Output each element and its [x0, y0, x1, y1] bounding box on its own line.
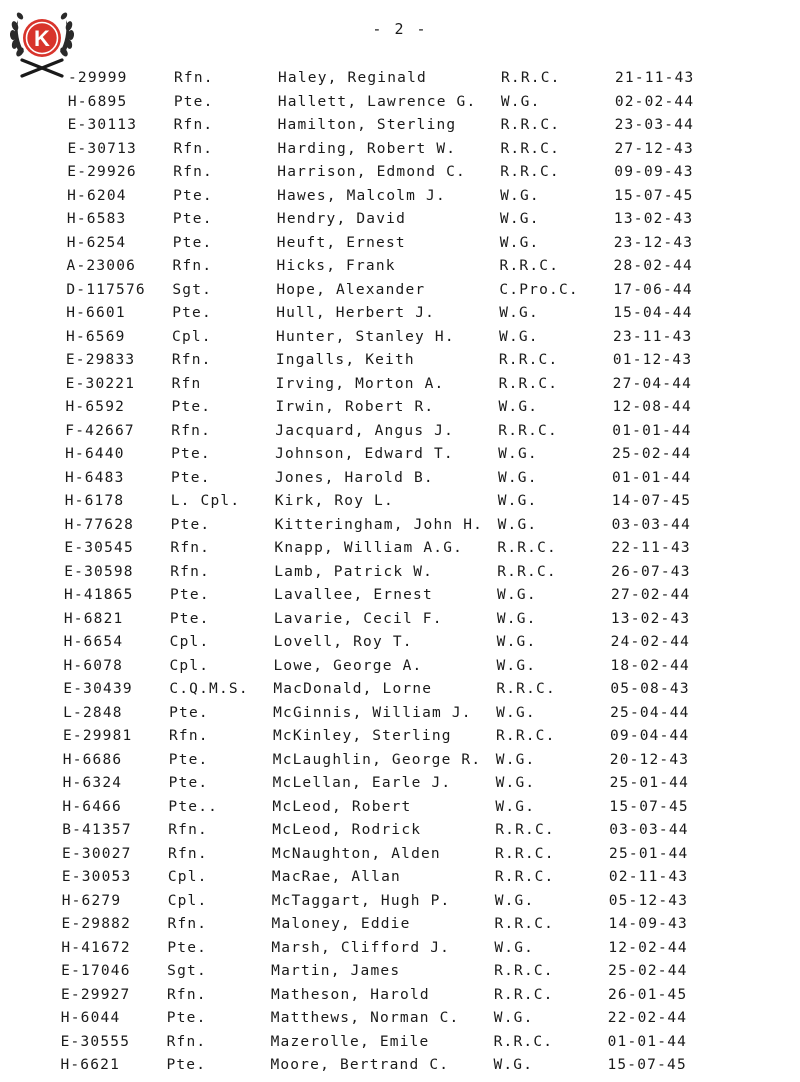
service-number: B-41357	[62, 822, 132, 838]
unit: W.G.	[493, 1010, 534, 1026]
soldier-name: Jones, Harold B.	[274, 469, 434, 486]
unit: W.G.	[496, 657, 537, 674]
date: 25-04-44	[610, 704, 690, 721]
rank: Pte.	[170, 516, 211, 533]
service-number: H-6440	[65, 446, 125, 462]
unit: W.G.	[497, 587, 537, 603]
unit: W.G.	[496, 704, 536, 721]
date: 09-04-44	[609, 728, 690, 744]
service-number: E-30113	[67, 117, 138, 133]
unit: R.R.C.	[495, 728, 556, 744]
service-number: E-30545	[64, 540, 134, 556]
unit: R.R.C.	[494, 869, 555, 885]
soldier-name: Irving, Morton A.	[275, 375, 445, 392]
soldier-name: Moore, Bertrand C.	[270, 1057, 450, 1073]
soldier-name: Martin, James	[271, 963, 401, 979]
unit: W.G.	[499, 211, 540, 227]
rank: Pte.	[172, 305, 212, 321]
rank: Pte.	[172, 234, 213, 251]
date: 01-01-44	[611, 469, 692, 486]
soldier-name: McTaggart, Hugh P.	[271, 892, 451, 909]
unit: R.R.C.	[501, 70, 561, 86]
date: 23-03-44	[614, 117, 695, 133]
rank: Cpl.	[167, 892, 208, 909]
service-number: E-30713	[67, 140, 137, 157]
date: 22-11-43	[611, 540, 691, 556]
date: 02-11-43	[608, 869, 689, 885]
service-number: H-6895	[67, 93, 128, 110]
date: 27-04-44	[612, 375, 693, 392]
service-number: H-6654	[63, 634, 124, 650]
service-number: H-6592	[65, 399, 126, 415]
service-number: H-41672	[61, 939, 131, 956]
soldier-name: Kirk, Roy L.	[274, 493, 394, 509]
unit: W.G.	[500, 187, 540, 204]
service-number: H-6601	[66, 305, 126, 321]
rank: Pte.	[173, 187, 213, 204]
unit: R.R.C.	[493, 1033, 554, 1050]
unit: R.R.C.	[500, 140, 561, 157]
soldier-name: Matthews, Norman C.	[270, 1010, 460, 1026]
soldier-name: Hicks, Frank	[276, 258, 396, 274]
rank: C.Q.M.S.	[169, 681, 249, 697]
unit: R.R.C.	[496, 681, 556, 697]
service-number: H-6324	[62, 775, 123, 791]
service-number: E-30221	[65, 375, 136, 392]
date: 27-12-43	[614, 140, 694, 157]
service-number: H-6821	[63, 610, 124, 627]
unit: W.G.	[498, 446, 538, 462]
service-number: D-117576	[66, 281, 146, 298]
rank: Sgt.	[167, 963, 207, 979]
unit: R.R.C.	[499, 258, 560, 274]
soldier-name: Hallett, Lawrence G.	[277, 93, 477, 110]
service-number: H-6279	[61, 892, 122, 909]
date: 23-12-43	[613, 234, 694, 251]
service-number: H-6583	[66, 211, 127, 227]
date: 15-07-45	[609, 798, 689, 815]
soldier-name: Jacquard, Angus J.	[275, 422, 455, 439]
soldier-name: Hamilton, Sterling	[277, 117, 457, 133]
unit: R.R.C.	[498, 422, 558, 439]
unit: W.G.	[500, 93, 541, 110]
soldier-name: McGinnis, William J.	[273, 704, 472, 721]
service-number: F-42667	[65, 422, 135, 439]
soldier-name: Maloney, Eddie	[271, 916, 411, 932]
unit: W.G.	[496, 610, 537, 627]
date: 21-11-43	[615, 70, 695, 86]
date: 25-01-44	[609, 775, 690, 791]
rank: Rfn.	[173, 140, 214, 157]
rank: Rfn.	[171, 422, 212, 439]
date: 14-09-43	[608, 916, 688, 932]
rank: Rfn.	[170, 540, 211, 556]
service-number: H-6483	[64, 469, 125, 486]
date: 26-01-45	[607, 986, 688, 1003]
soldier-name: Lavarie, Cecil F.	[273, 610, 443, 627]
service-number: -29999	[68, 70, 128, 86]
soldier-name: Matheson, Harold	[270, 986, 430, 1003]
date: 15-04-44	[613, 305, 693, 321]
rank: Rfn.	[171, 352, 212, 368]
date: 13-02-43	[610, 610, 691, 627]
service-number: H-6204	[67, 187, 127, 204]
rank: Rfn	[171, 375, 202, 392]
rank: Rfn.	[166, 986, 207, 1003]
unit: W.G.	[494, 892, 535, 909]
unit: W.G.	[496, 634, 537, 650]
date: 14-07-45	[611, 493, 692, 509]
unit: R.R.C.	[497, 563, 557, 580]
rank: Pte.	[166, 1057, 207, 1073]
date: 25-01-44	[609, 845, 689, 862]
rank: Pte.	[173, 93, 214, 110]
unit: R.R.C.	[500, 164, 560, 180]
unit: W.G.	[499, 234, 540, 251]
unit: W.G.	[495, 751, 536, 768]
service-number: E-29927	[60, 986, 131, 1003]
rank: Cpl.	[169, 634, 210, 650]
unit: R.R.C.	[493, 986, 554, 1003]
rank: Rfn.	[172, 258, 213, 274]
date: 03-03-44	[611, 516, 692, 533]
rank: L. Cpl.	[170, 493, 241, 509]
service-number: E-30598	[64, 563, 134, 580]
date: 22-02-44	[607, 1010, 688, 1026]
soldier-name: McNaughton, Alden	[272, 845, 441, 862]
service-number: H-6254	[66, 234, 127, 251]
soldier-name: McLellan, Earle J.	[272, 775, 452, 791]
date: 05-08-43	[610, 681, 690, 697]
soldier-name: McLaughlin, George R.	[272, 751, 482, 768]
unit: R.R.C.	[500, 117, 561, 133]
date: 25-02-44	[608, 963, 688, 979]
unit: W.G.	[497, 493, 538, 509]
rank: Rfn.	[173, 117, 214, 133]
service-number: H-6686	[62, 751, 123, 768]
date: 01-12-43	[612, 352, 693, 368]
date: 03-03-44	[609, 822, 689, 838]
date: 24-02-44	[610, 634, 691, 650]
unit: R.R.C.	[498, 375, 559, 392]
unit: R.R.C.	[495, 845, 555, 862]
unit: W.G.	[495, 775, 536, 791]
soldier-name: MacRae, Allan	[271, 869, 401, 885]
unit: R.R.C.	[494, 916, 555, 932]
unit: W.G.	[497, 516, 538, 533]
rank: Pte..	[168, 798, 219, 815]
soldier-name: Heuft, Ernest	[276, 234, 406, 251]
date: 12-02-44	[608, 939, 688, 956]
soldier-name: Haley, Reginald	[278, 70, 427, 86]
rank: Cpl.	[167, 869, 208, 885]
date: 18-02-44	[610, 657, 690, 674]
rank: Rfn.	[168, 845, 208, 862]
rank: Pte.	[171, 399, 212, 415]
unit: C.Pro.C.	[499, 281, 579, 298]
date: 15-07-45	[607, 1057, 687, 1073]
rank: Rfn.	[168, 728, 209, 744]
soldier-name: Irwin, Robert R.	[275, 399, 435, 415]
service-number: E-30027	[62, 845, 132, 862]
rank: Pte.	[168, 751, 209, 768]
service-number: E-29833	[65, 352, 136, 368]
rank: Rfn.	[166, 1033, 207, 1050]
date: 05-12-43	[608, 892, 689, 909]
service-number: H-6621	[60, 1057, 121, 1073]
unit: R.R.C.	[495, 822, 555, 838]
soldier-name: McKinley, Sterling	[272, 728, 452, 744]
soldier-name: Hull, Herbert J.	[276, 305, 436, 321]
date: 13-02-43	[613, 211, 694, 227]
service-number: L-2848	[63, 704, 123, 721]
soldier-name: Kitteringham, John H.	[274, 516, 484, 533]
rank: Pte.	[169, 704, 209, 721]
date: 27-02-44	[611, 587, 691, 603]
soldier-name: Knapp, William A.G.	[274, 540, 464, 556]
logo-letter: K	[34, 26, 50, 51]
soldier-name: Lovell, Roy T.	[273, 634, 413, 650]
service-number: H-77628	[64, 516, 135, 533]
soldier-name: Mazerolle, Emile	[270, 1033, 430, 1050]
unit: R.R.C.	[498, 352, 559, 368]
soldier-name: Harding, Robert W.	[277, 140, 457, 157]
service-number: H-6569	[66, 328, 126, 345]
soldier-name: Hunter, Stanley H.	[276, 328, 455, 345]
unit: R.R.C.	[497, 540, 557, 556]
service-number: A-23006	[66, 258, 137, 274]
rank: Rfn.	[174, 70, 214, 86]
date: 20-12-43	[609, 751, 690, 768]
soldier-name: McLeod, Robert	[272, 798, 412, 815]
date: 23-11-43	[613, 328, 693, 345]
soldier-name: MacDonald, Lorne	[273, 681, 433, 697]
soldier-name: Lamb, Patrick W.	[274, 563, 434, 580]
date: 12-08-44	[612, 399, 692, 415]
rank: Pte.	[169, 610, 210, 627]
service-number: E-30555	[60, 1033, 131, 1050]
date: 09-09-43	[614, 164, 694, 180]
rank: Pte.	[170, 587, 210, 603]
date: 15-07-45	[614, 187, 694, 204]
service-number: E-29882	[61, 916, 132, 932]
date: 25-02-44	[612, 446, 692, 462]
date: 26-07-43	[611, 563, 691, 580]
rank: Pte.	[172, 211, 213, 227]
service-number: E-30439	[63, 681, 133, 697]
rank: Cpl.	[169, 657, 210, 674]
date: 17-06-44	[613, 281, 693, 298]
date: 28-02-44	[613, 258, 693, 274]
unit: W.G.	[498, 399, 539, 415]
soldier-name: Lavallee, Ernest	[274, 587, 433, 603]
unit: W.G.	[495, 798, 536, 815]
rank: Rfn.	[167, 916, 208, 932]
date: 01-01-44	[612, 422, 692, 439]
page-number: - 2 -	[372, 20, 428, 38]
soldier-name: Ingalls, Keith	[275, 352, 415, 368]
crossed-swords-icon	[22, 60, 62, 76]
rank: Pte.	[170, 469, 211, 486]
soldier-name: Lowe, George A.	[273, 657, 423, 674]
rank: Rfn.	[173, 164, 213, 180]
soldier-name: Johnson, Edward T.	[275, 446, 454, 462]
service-number: E-29926	[67, 164, 137, 180]
service-number: H-6178	[64, 493, 125, 509]
unit: W.G.	[494, 939, 535, 956]
unit: R.R.C.	[494, 963, 554, 979]
rank: Rfn.	[170, 563, 210, 580]
rank: Pte.	[166, 1010, 207, 1026]
soldier-name: Marsh, Clifford J.	[271, 939, 451, 956]
service-number: H-6044	[60, 1010, 121, 1026]
rank: Rfn.	[168, 822, 208, 838]
unit: W.G.	[497, 469, 538, 486]
date: 01-01-44	[607, 1033, 688, 1050]
soldier-name: Hendry, David	[276, 211, 406, 227]
unit: W.G.	[499, 305, 539, 321]
soldier-name: McLeod, Rodrick	[272, 822, 422, 838]
unit: W.G.	[493, 1057, 534, 1073]
rank: Pte.	[167, 939, 208, 956]
service-number: E-29981	[62, 728, 133, 744]
soldier-name: Harrison, Edmond C.	[277, 164, 466, 180]
rank: Pte.	[168, 775, 209, 791]
rank: Sgt.	[172, 281, 213, 298]
service-number: H-6466	[62, 798, 122, 815]
service-number: E-30053	[61, 869, 132, 885]
rank: Cpl.	[172, 328, 212, 345]
soldier-name: Hawes, Malcolm J.	[277, 187, 446, 204]
service-number: E-17046	[61, 963, 131, 979]
service-number: H-41865	[64, 587, 134, 603]
soldier-name: Hope, Alexander	[276, 281, 426, 298]
date: 02-02-44	[614, 93, 695, 110]
unit: W.G.	[499, 328, 539, 345]
rank: Pte.	[171, 446, 211, 462]
service-number: H-6078	[63, 657, 124, 674]
